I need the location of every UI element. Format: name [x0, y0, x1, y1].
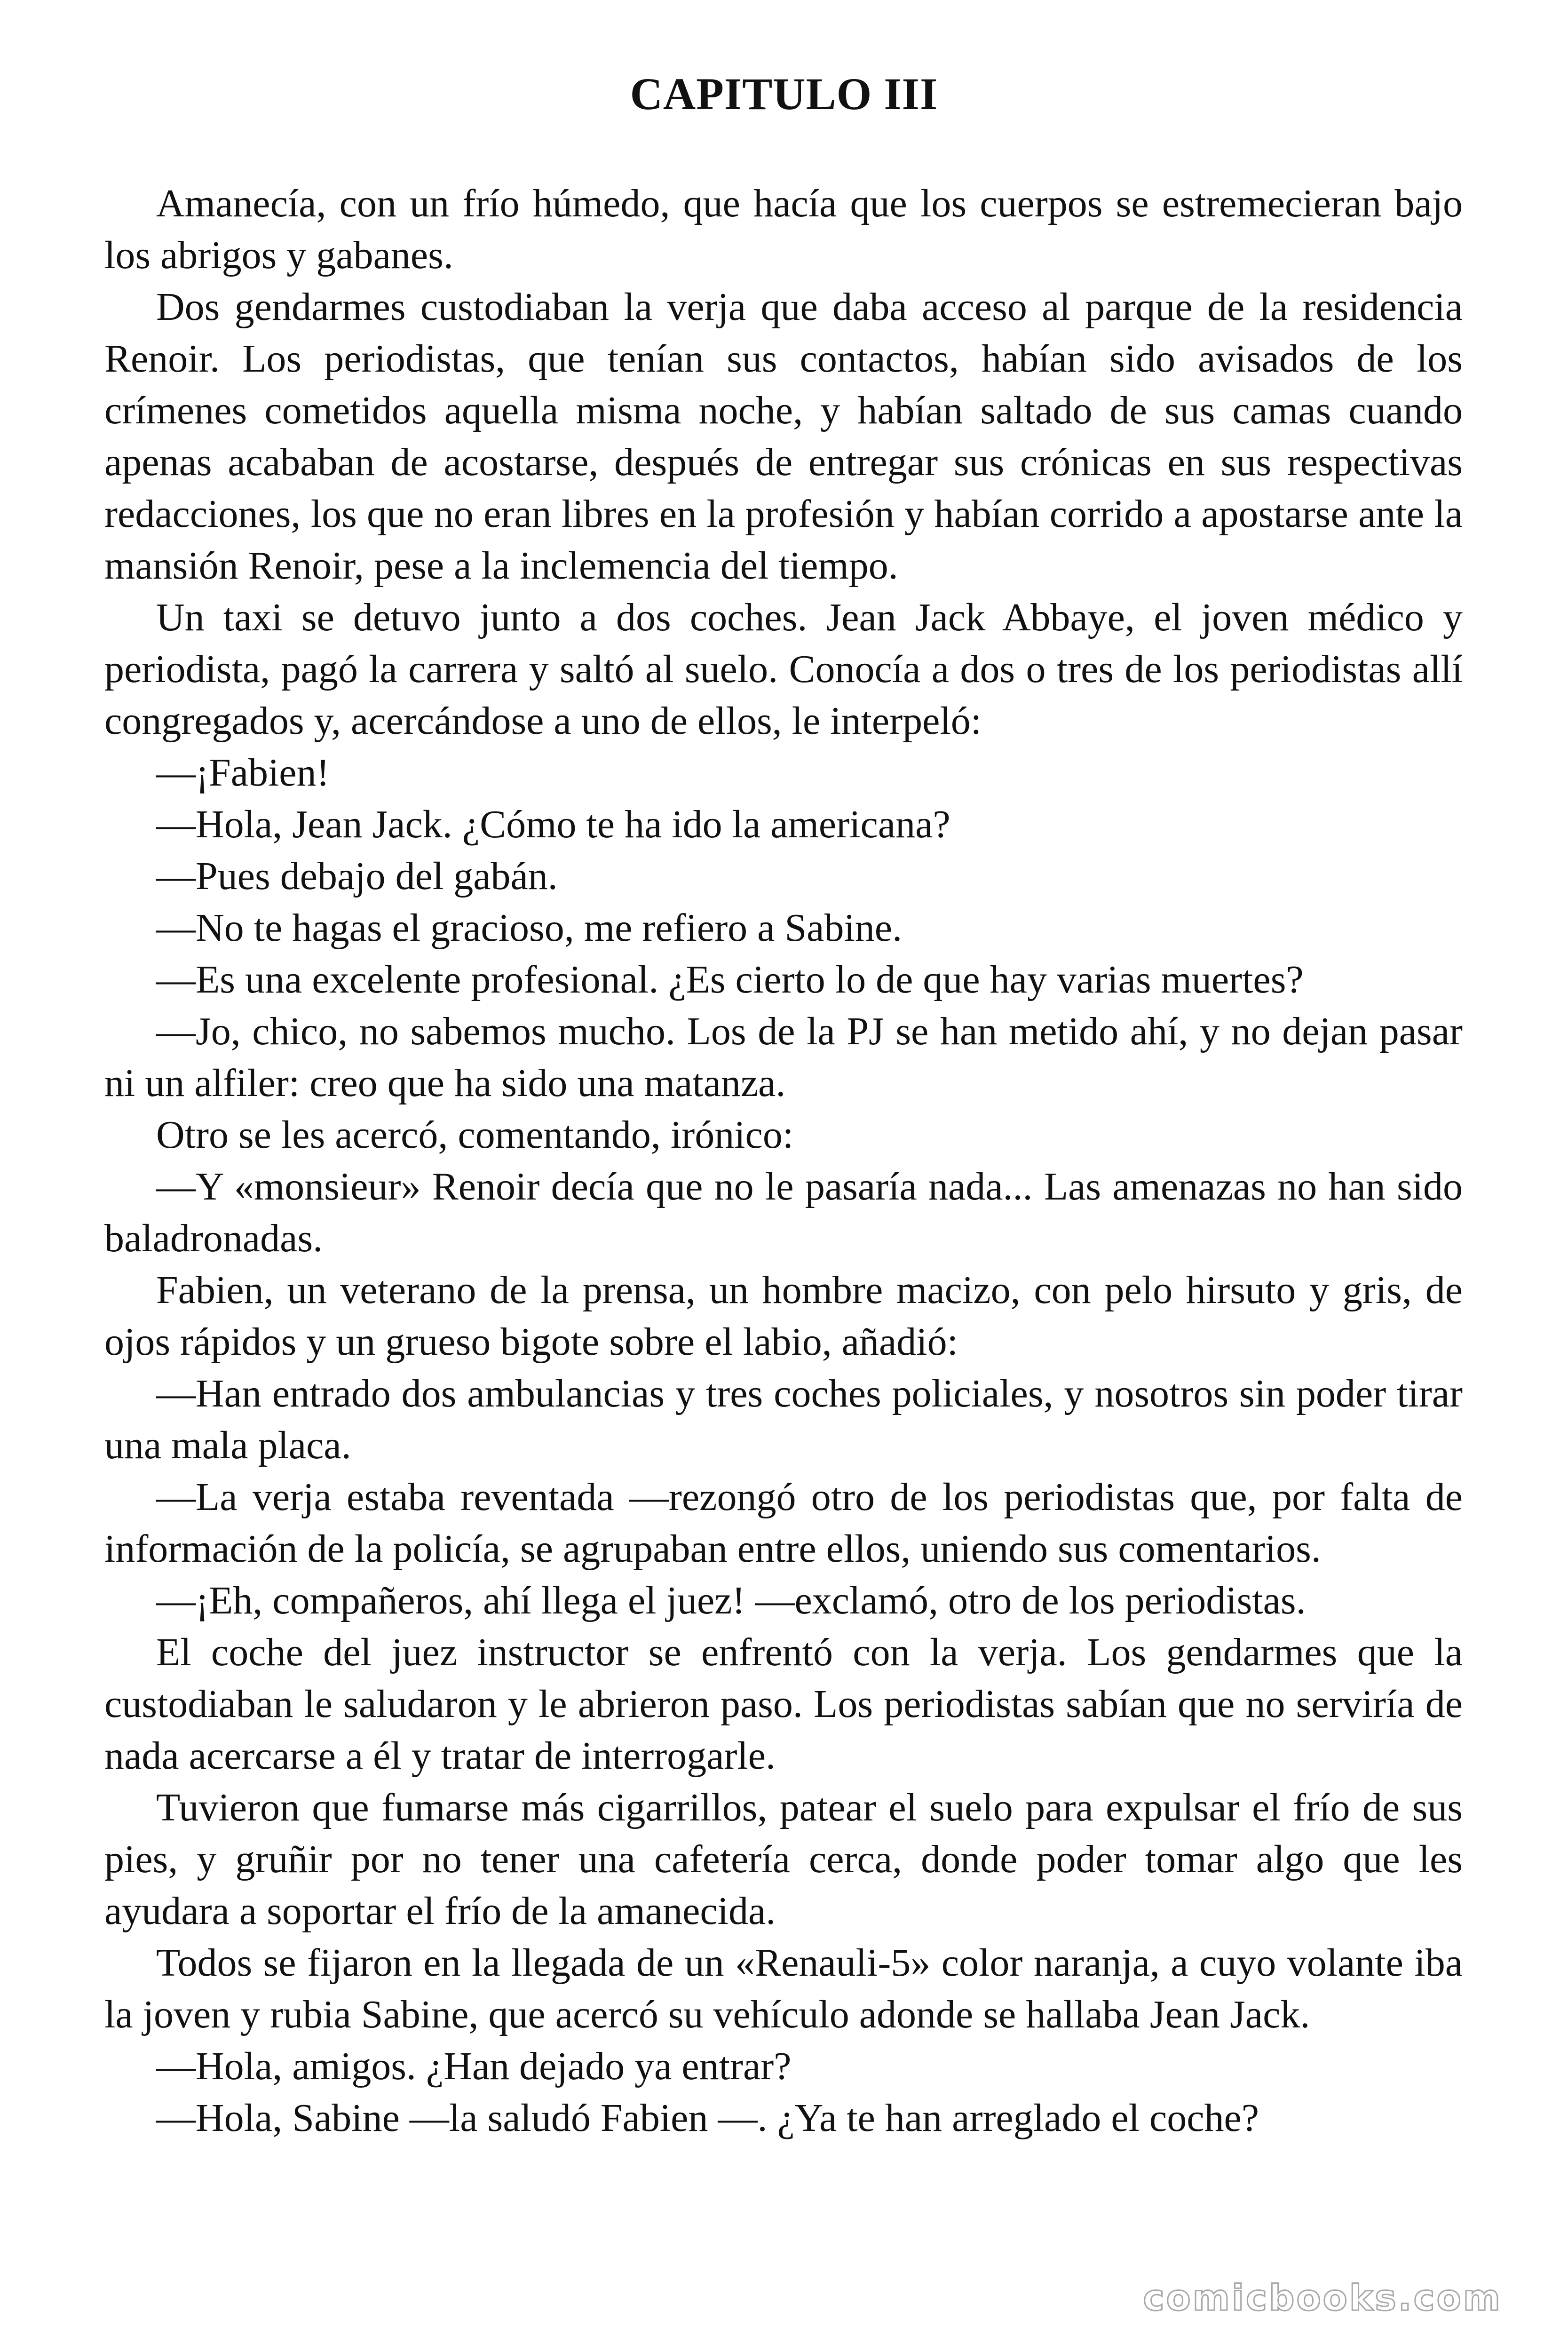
dialogue-line: —¡Eh, compañeros, ahí llega el juez! —exclamó, otro de los periodistas. [156, 1579, 1306, 1622]
paragraph: Dos gendarmes custodiaban la verja que daba acceso al parque de la residencia Renoir. Los periodistas, que tenían sus contactos, habían sido avisados de los crímenes cometidos aquella misma noche, y habían saltado de sus camas cuando apenas acababan de acostarse, después de entregar sus crónicas en sus respectivas redacciones, los que no eran libres en la profesión y habían corrido a apostarse ante la mansión Renoir, pese a la inclemencia del tiempo. [104, 285, 1463, 588]
chapter-body [104, 178, 1463, 2144]
paragraph: Tuvieron que fumarse más cigarrillos, patear el suelo para expulsar el frío de sus pies, y gruñir por no tener una cafetería cerca, donde poder tomar algo que les ayudara a soportar el frío de la amanecida. [104, 1786, 1463, 1933]
watermark: comicbooks.com [1143, 2277, 1502, 2319]
dialogue-line: —Hola, amigos. ¿Han dejado ya entrar? [156, 2044, 792, 2088]
paragraph: Amanecía, con un frío húmedo, que hacía que los cuerpos se estremecieran bajo los abrigos y gabanes. [104, 182, 1463, 277]
paragraph: Otro se les acercó, comentando, irónico: [156, 1113, 794, 1157]
dialogue-line: —¡Fabien! [156, 751, 330, 795]
dialogue-line: —No te hagas el gracioso, me refiero a Sabine. [156, 906, 903, 950]
dialogue-line: —Hola, Sabine —la saludó Fabien —. ¿Ya te han arreglado el coche? [156, 2096, 1259, 2140]
dialogue-line: —Pues debajo del gabán. [156, 854, 558, 898]
dialogue-line: —Han entrado dos ambulancias y tres coches policiales, y nosotros sin poder tirar una mala placa. [104, 1372, 1463, 1467]
dialogue-line: —La verja estaba reventada —rezongó otro de los periodistas que, por falta de información de la policía, se agrupaban entre ellos, uniendo sus comentarios. [104, 1475, 1463, 1571]
dialogue-line: —Hola, Jean Jack. ¿Cómo te ha ido la americana? [156, 803, 950, 846]
paragraph: Todos se fijaron en la llegada de un «Renauli-5» color naranja, a cuyo volante iba la joven y rubia Sabine, que acercó su vehículo adonde se hallaba Jean Jack. [104, 1941, 1463, 2036]
dialogue-line: —Jo, chico, no sabemos mucho. Los de la PJ se han metido ahí, y no dejan pasar ni un alfiler: creo que ha sido una matanza. [104, 1009, 1463, 1105]
chapter-title: CAPITULO III [630, 69, 938, 119]
paragraph: Un taxi se detuvo junto a dos coches. Jean Jack Abbaye, el joven médico y periodista, pagó la carrera y saltó al suelo. Conocía a dos o tres de los periodistas allí congregados y, acercándose a uno de ellos, le interpeló: [104, 596, 1463, 743]
paragraph: El coche del juez instructor se enfrentó con la verja. Los gendarmes que la custodiaban le saludaron y le abrieron paso. Los periodistas sabían que no serviría de nada acercarse a él y tratar de interrogarle. [104, 1630, 1463, 1778]
paragraph: Fabien, un veterano de la prensa, un hombre macizo, con pelo hirsuto y gris, de ojos rápidos y un grueso bigote sobre el labio, añadió: [104, 1268, 1463, 1364]
dialogue-line: —Es una excelente profesional. ¿Es cierto lo de que hay varias muertes? [156, 958, 1304, 1001]
dialogue-line: —Y «monsieur» Renoir decía que no le pasaría nada... Las amenazas no han sido baladronadas. [104, 1165, 1463, 1260]
